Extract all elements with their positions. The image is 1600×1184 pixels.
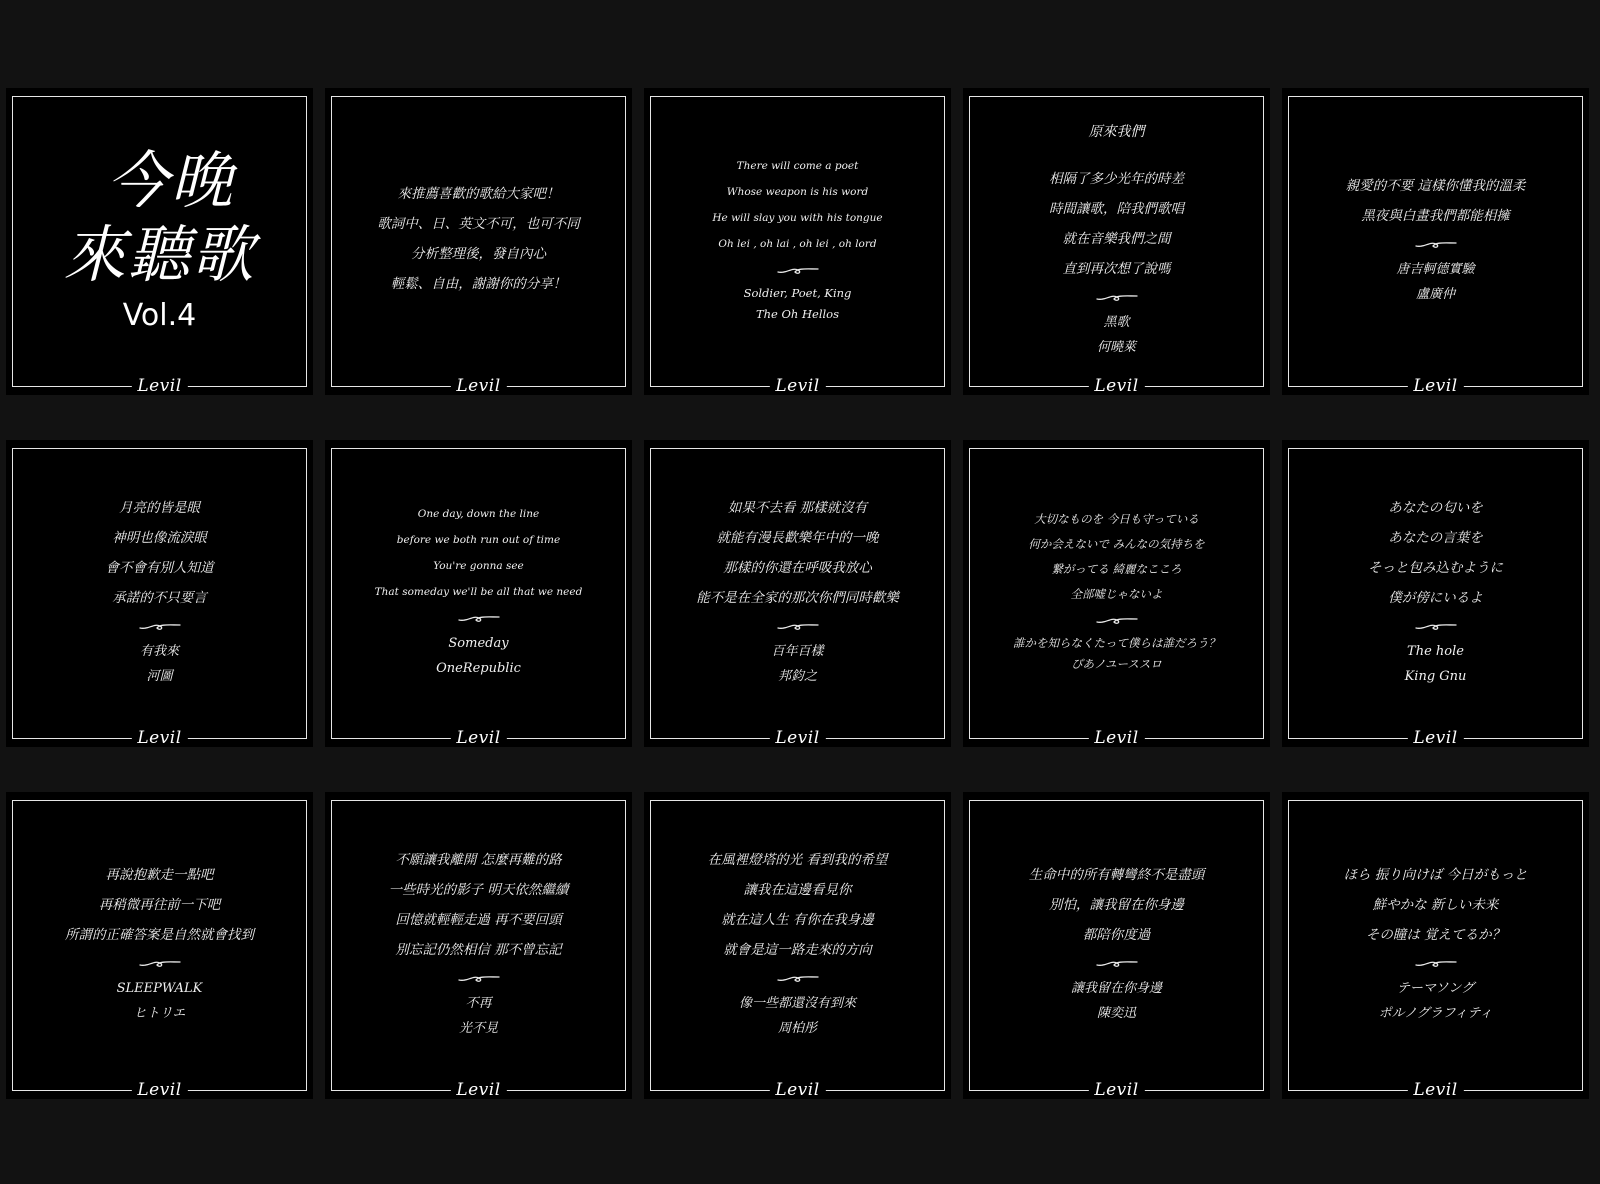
flourish-icon [457,973,501,985]
lyric-line: 來推薦喜歡的歌給大家吧！ [397,185,560,202]
lyric-lines [377,179,580,299]
signature: Levil [131,377,187,395]
card-content [977,456,1256,725]
lyric-line: 親愛的不要 這樣你懂我的溫柔 [1345,177,1526,194]
lyric-title: 原來我們 [1088,123,1145,140]
lyric-lines [1343,860,1527,950]
lyric-card[interactable] [6,792,313,1099]
flourish-icon [776,265,820,277]
cover-title-line2: 來聽歌 [63,218,256,291]
lyric-lines [1049,164,1184,284]
lyric-line: 再說抱歉走一點吧 [105,866,214,883]
signature: Levil [131,1081,187,1099]
artist-name: King Gnu [1404,668,1467,684]
lyric-line: あなたの匂いを [1388,499,1483,516]
card-content [1296,104,1575,373]
lyric-line: そっと包み込むように [1368,559,1503,576]
card-content [20,808,299,1077]
lyric-line: 在風裡燈塔的光 看到我的希望 [707,851,888,868]
lyric-line: 僕が傍にいるよ [1388,589,1483,606]
lyric-line: 相隔了多少光年的時差 [1049,170,1184,187]
lyric-line: 承諾的不只要言 [112,589,207,606]
cover-card[interactable] [6,88,313,395]
song-title: Someday [448,635,509,651]
card-content [658,104,937,373]
lyric-line: 再稍微再往前一下吧 [98,896,221,913]
card-content [658,456,937,725]
lyric-line: 鮮やかな 新しい未来 [1372,896,1499,913]
lyric-line: 都陪你度過 [1082,926,1151,943]
lyric-line: 別怕，讓我留在你身邊 [1049,896,1184,913]
card-content [977,808,1256,1077]
signature: Levil [1088,377,1144,395]
lyric-line: 分析整理後，發自內心 [411,245,546,262]
lyric-line: 那樣的你還在呼吸我放心 [723,559,872,576]
flourish-icon [138,958,182,970]
lyric-lines [1368,493,1503,613]
lyric-card[interactable] [963,440,1270,747]
card-content [339,104,618,373]
cover-title [63,144,255,292]
lyric-line: before we both run out of time [396,533,561,546]
song-title: SLEEPWALK [116,980,203,996]
lyric-card[interactable] [325,792,632,1099]
lyric-card[interactable] [644,88,951,395]
lyric-line: That someday we'll be all that we need [374,585,583,598]
song-title: Soldier, Poet, King [743,285,852,300]
flourish-icon [1095,958,1139,970]
lyric-line: 神明也像流淚眼 [112,529,207,546]
lyric-card[interactable] [644,792,951,1099]
lyric-line: 直到再次想了說嗎 [1062,260,1171,277]
cover-content [20,112,299,365]
artist-name: 光不見 [458,1020,498,1036]
lyric-line: 別忘記仍然相信 那不曾忘記 [395,941,562,958]
lyric-lines [1346,171,1526,231]
card-grid [6,88,1589,1099]
lyric-line: 就能有漫長歡樂年中的一晚 [716,529,879,546]
song-title: 有我來 [139,643,179,659]
flourish-icon [1414,958,1458,970]
lyric-line: 黑夜與白畫我們都能相擁 [1361,207,1510,224]
song-title: 黑歌 [1103,314,1130,330]
lyric-line: あなたの言葉を [1388,529,1483,546]
lyric-lines [375,501,583,605]
lyric-line: One day, down the line [417,507,540,520]
song-title: 像一些都還沒有到來 [738,995,856,1011]
lyric-card[interactable] [963,792,1270,1099]
cover-volume: Vol.4 [122,298,197,333]
lyric-lines [106,493,214,613]
lyric-line: 如果不去看 那樣就沒有 [727,499,868,516]
lyric-line: 回憶就輕輕走過 再不要回頭 [395,911,562,928]
lyric-card[interactable] [963,88,1270,395]
flourish-icon [1414,621,1458,633]
flourish-icon [1095,615,1139,627]
lyric-card[interactable] [325,440,632,747]
lyric-line: 輕鬆、自由，謝謝你的分享！ [390,275,567,292]
lyric-line: There will come a poet [736,159,859,172]
lyric-lines [712,153,882,257]
cover-title-line1: 今晚 [106,144,235,217]
lyric-card[interactable] [6,440,313,747]
flourish-icon [776,621,820,633]
lyric-line: 何か会えないで みんなの気持ちを [1028,536,1205,551]
artist-name: ぴあノユーススロ [1071,656,1162,671]
song-title: The hole [1407,643,1464,659]
flourish-icon [776,973,820,985]
signature: Levil [1407,729,1463,747]
card-content [1296,456,1575,725]
lyric-card[interactable] [1282,88,1589,395]
lyric-lines [696,493,899,613]
flourish-icon [1095,292,1139,304]
signature: Levil [131,729,187,747]
lyric-line: 時間讓歌，陪我們歌唱 [1049,200,1184,217]
signature: Levil [1407,377,1463,395]
card-content [339,456,618,725]
card-content [20,456,299,725]
lyric-card[interactable] [325,88,632,395]
signature: Levil [769,729,825,747]
lyric-card[interactable] [1282,440,1589,747]
lyric-lines [1028,507,1204,607]
song-title: 唐吉軻德實驗 [1396,261,1475,277]
lyric-lines [1029,860,1205,950]
flourish-icon [1414,239,1458,251]
lyric-line: 歌詞中、日、英文不可，也可不同 [377,215,580,232]
artist-name: 周柏彤 [777,1020,817,1036]
lyric-line: 就在這人生 有你在我身邊 [721,911,874,928]
lyric-line: He will slay you with his tongue [712,211,883,224]
song-title: 讓我留在你身邊 [1070,980,1162,996]
lyric-line: ほら 振り向けば 今日がもっと [1343,866,1528,883]
song-title: 不再 [465,995,492,1011]
artist-name: ポルノグラフィティ [1378,1005,1493,1021]
lyric-line: 全部嘘じゃないよ [1070,586,1163,601]
lyric-line: 能不是在全家的那次你們同時歡樂 [696,589,899,606]
signature: Levil [1407,1081,1463,1099]
lyric-line: Whose weapon is his word [726,185,869,198]
lyric-line: 會不會有別人知道 [105,559,214,576]
lyric-card[interactable] [1282,792,1589,1099]
lyric-line: 月亮的皆是眼 [119,499,200,516]
lyric-line: 一些時光的影子 明天依然繼續 [388,881,569,898]
lyric-line: 大切なものを 今日も守っている [1034,511,1199,526]
flourish-icon [457,613,501,625]
lyric-line: 就在音樂我們之間 [1062,230,1171,247]
artist-name: 何曉萊 [1096,339,1136,355]
card-content [1296,808,1575,1077]
artist-name: The Oh Hellos [755,306,840,321]
card-content [339,808,618,1077]
artist-name: 盧廣仲 [1415,286,1455,302]
artist-name: OneRepublic [436,660,521,676]
lyric-line: 不願讓我離開 怎麼再難的路 [395,851,562,868]
lyric-lines [389,845,569,965]
signature: Levil [450,377,506,395]
artist-name: 河圖 [146,668,173,684]
flourish-icon [138,621,182,633]
lyric-line: 生命中的所有轉彎終不是盡頭 [1028,866,1205,883]
signature: Levil [1088,1081,1144,1099]
lyric-line: 繋がってる 綺麗なこころ [1051,561,1182,576]
signature: Levil [1088,729,1144,747]
artist-name: 邦鈞之 [777,668,817,684]
lyric-line: Oh lei , oh lai , oh lei , oh lord [718,237,877,250]
lyric-line: 所謂的正確答案是自然就會找到 [65,926,254,943]
signature: Levil [769,377,825,395]
signature: Levil [769,1081,825,1099]
lyric-line: You're gonna see [433,559,524,572]
song-title: 百年百樣 [771,643,824,659]
card-content [977,104,1256,373]
lyric-lines [708,845,888,965]
card-content [658,808,937,1077]
song-title: 誰かを知らなくたって僕らは誰だろう？ [1013,635,1220,650]
lyric-line: その瞳は 覚えてるか？ [1365,926,1506,943]
song-title: テーマソング [1396,980,1475,996]
signature: Levil [450,1081,506,1099]
lyric-card[interactable] [644,440,951,747]
lyric-line: 讓我在這邊看見你 [743,881,852,898]
signature: Levil [450,729,506,747]
artist-name: 陳奕迅 [1096,1005,1136,1021]
artist-name: ヒトリエ [133,1005,186,1021]
lyric-line: 就會是這一路走來的方向 [723,941,872,958]
lyric-lines [65,860,254,950]
